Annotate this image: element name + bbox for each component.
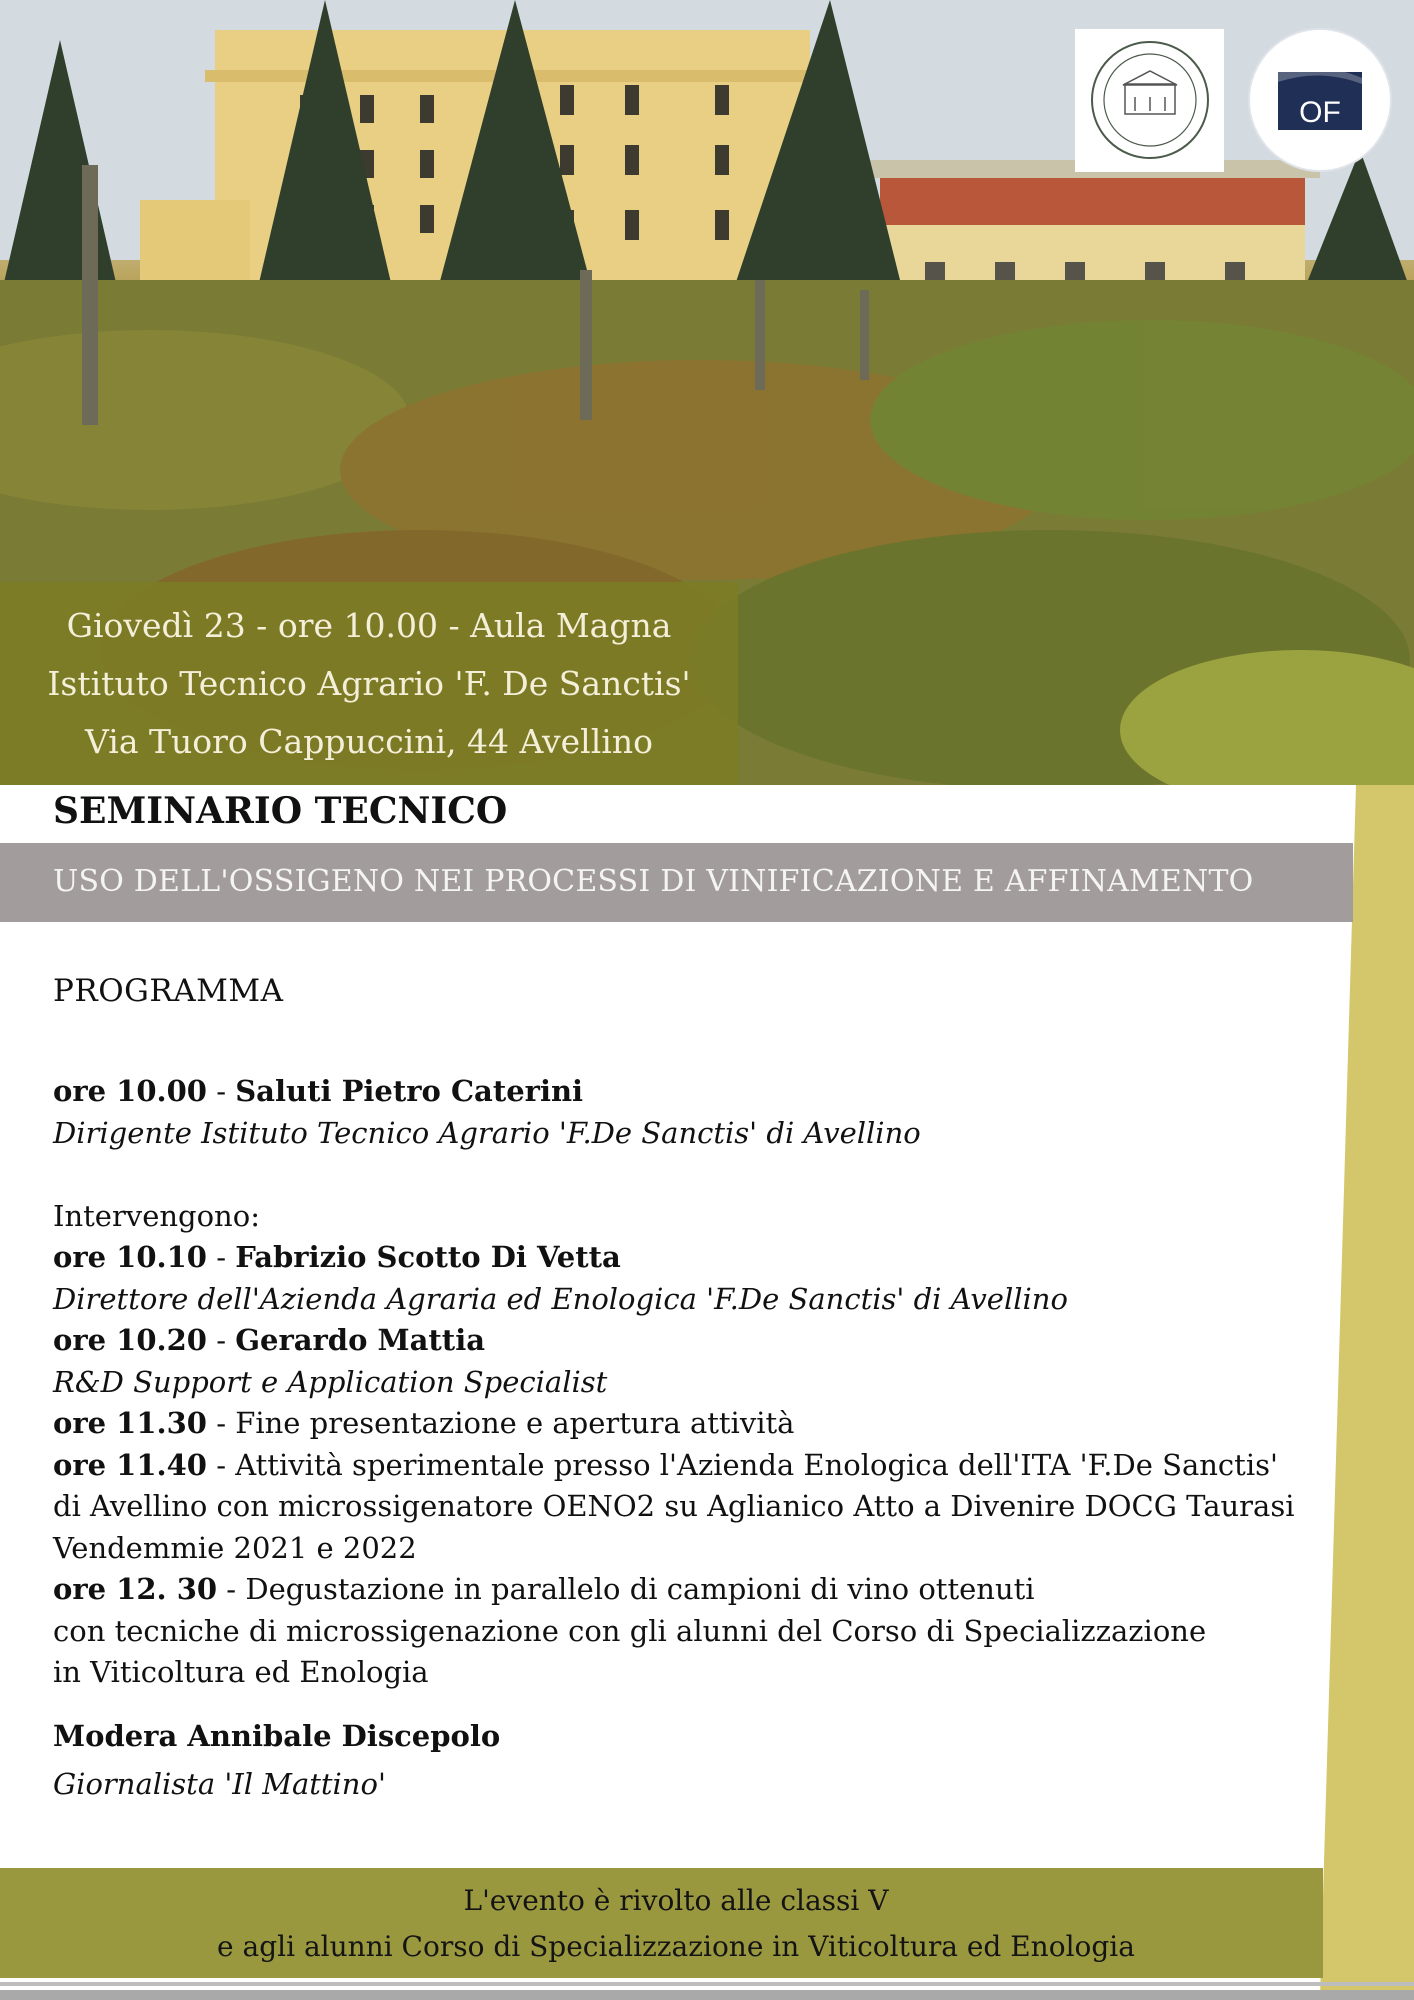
speaker-2: Fabrizio Scotto Di Vetta [235, 1240, 621, 1274]
time-4: ore 11.30 [53, 1406, 207, 1440]
programma-heading: PROGRAMMA [53, 973, 284, 1009]
speaker-1-role: Dirigente Istituto Tecnico Agrario 'F.De Sanctis' di Avellino [53, 1116, 921, 1150]
time-6: ore 12. 30 [53, 1572, 218, 1606]
program-line-6c: in Viticoltura ed Enologia [53, 1655, 429, 1689]
program-line-4: ore 11.30 - Fine presentazione e apertura attività [53, 1406, 795, 1440]
speaker-2-role: Direttore dell'Azienda Agraria ed Enologica 'F.De Sanctis' di Avellino [53, 1282, 1068, 1316]
time-3: ore 10.20 [53, 1323, 207, 1357]
footer-strip [0, 1990, 1414, 2000]
winery-seal-logo [1075, 29, 1224, 172]
of-logo-text: OF [1299, 96, 1341, 129]
of-logo [1248, 28, 1392, 172]
audience-line-2: e agli alunni Corso di Specializzazione in Viticoltura ed Enologia [217, 1930, 1135, 1963]
time-5: ore 11.40 [53, 1448, 207, 1482]
program-line-3: ore 10.20 - Gerardo Mattia [53, 1323, 486, 1357]
time-2: ore 10.10 [53, 1240, 207, 1274]
program-line-2: ore 10.10 - Fabrizio Scotto Di Vetta [53, 1240, 621, 1274]
audience-line-1: L'evento è rivolto alle classi V [463, 1884, 889, 1917]
program-line-6: ore 12. 30 - Degustazione in parallelo di campioni di vino ottenuti [53, 1572, 1035, 1606]
program-line-5c: Vendemmie 2021 e 2022 [53, 1531, 417, 1565]
footer-divider [0, 1982, 1414, 1986]
speaker-3: Gerardo Mattia [235, 1323, 486, 1357]
program-line-1: ore 10.00 - Saluti Pietro Caterini [53, 1074, 584, 1108]
program-line-6b: con tecniche di microssigenazione con gli alunni del Corso di Specializzazione [53, 1614, 1207, 1648]
speaker-3-role: R&D Support e Application Specialist [53, 1365, 608, 1399]
event-address: Via Tuoro Cappuccini, 44 Avellino [85, 721, 653, 761]
moderator-role: Giornalista 'Il Mattino' [53, 1767, 386, 1801]
seminar-subtitle: USO DELL'OSSIGENO NEI PROCESSI DI VINIFICAZIONE E AFFINAMENTO [53, 864, 1254, 899]
program-line-5: ore 11.40 - Attività sperimentale presso l'Azienda Enologica dell'ITA 'F.De Sanctis' [53, 1448, 1278, 1482]
right-decorative-band [1320, 785, 1414, 1997]
program-line-5b: di Avellino con microssigenatore OENO2 su Aglianico Atto a Divenire DOCG Taurasi [53, 1489, 1295, 1523]
event-venue: Istituto Tecnico Agrario 'F. De Sanctis' [47, 663, 691, 703]
seminar-title: SEMINARIO TECNICO [53, 790, 508, 832]
event-info-box [0, 582, 738, 785]
audience-text [0, 1878, 1352, 1970]
intervengono-label: Intervengono: [53, 1199, 260, 1233]
time-1: ore 10.00 [53, 1074, 207, 1108]
speaker-1: Saluti Pietro Caterini [235, 1074, 584, 1108]
moderator: Modera Annibale Discepolo [53, 1719, 501, 1753]
event-date-time: Giovedì 23 - ore 10.00 - Aula Magna [66, 605, 672, 645]
